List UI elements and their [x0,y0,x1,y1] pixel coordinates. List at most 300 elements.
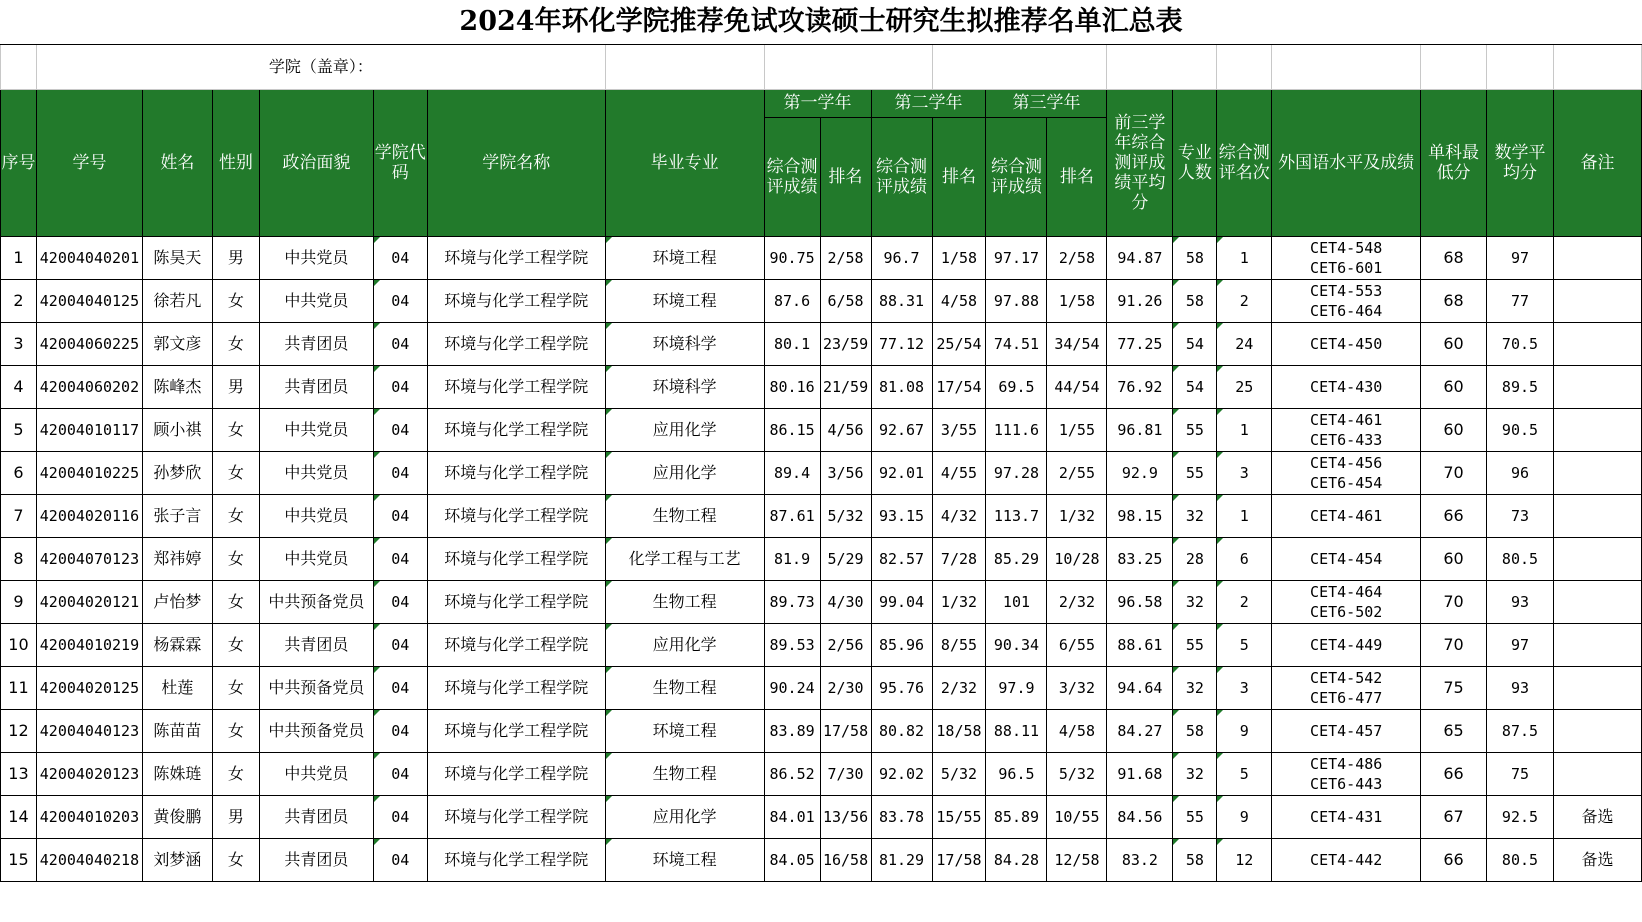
header-major: 毕业专业 [605,89,764,236]
cell-remark [1553,537,1641,580]
cell-student-id: 42004010203 [36,795,142,838]
cell-major-count: 32 [1173,494,1217,537]
cell-min-score: 60 [1421,365,1487,408]
cell-y2-rank: 17/54 [932,365,986,408]
cell-name: 杨霖霖 [142,623,212,666]
cell-college-name: 环境与化学工程学院 [427,322,605,365]
cell-y1-score: 89.73 [764,580,820,623]
cell-y2-rank: 17/58 [932,838,986,881]
cell-political-status: 中共党员 [259,451,373,494]
cell-language [1272,451,1421,494]
cell-major-count: 54 [1173,365,1217,408]
cell-college-name: 环境与化学工程学院 [427,451,605,494]
header-three-year-average: 前三学年综合测评成绩平均分 [1107,89,1173,236]
header-y3-score: 综合测评成绩 [986,117,1047,236]
cell-political-status: 中共预备党员 [259,580,373,623]
cet4-score: CET4-548 [1310,238,1383,257]
cell-gender: 女 [212,537,259,580]
cell-math-average: 96 [1487,451,1554,494]
cell-seq: 1 [1,236,37,279]
cell-student-id: 42004040125 [36,279,142,322]
cell-y2-score: 88.31 [871,279,932,322]
cell-student-id: 42004020123 [36,752,142,795]
cell-overall-rank: 1 [1217,494,1272,537]
cell-college-name: 环境与化学工程学院 [427,279,605,322]
cell-three-year-average: 88.61 [1107,623,1173,666]
cell-y3-rank: 10/28 [1047,537,1107,580]
cell-math-average: 97 [1487,236,1554,279]
header-year3: 第三学年 [986,89,1107,117]
cell-major: 生物工程 [605,666,764,709]
cell-min-score: 67 [1421,795,1487,838]
cell-math-average: 73 [1487,494,1554,537]
cell-major-count: 55 [1173,451,1217,494]
cell-major-count: 28 [1173,537,1217,580]
cell-three-year-average: 91.68 [1107,752,1173,795]
cell-y3-rank: 1/58 [1047,279,1107,322]
cell-seq: 12 [1,709,37,752]
cell-college-name: 环境与化学工程学院 [427,795,605,838]
cell-y2-score: 99.04 [871,580,932,623]
cell-y1-rank: 17/58 [820,709,871,752]
cell-y1-score: 84.05 [764,838,820,881]
cell-college-code: 04 [373,408,427,451]
table-row [1,408,1642,451]
cell-name: 陈峰杰 [142,365,212,408]
cell-y1-score: 90.75 [764,236,820,279]
cell-y1-rank: 4/56 [820,408,871,451]
table-row [1,709,1642,752]
cell-political-status: 中共党员 [259,494,373,537]
cell-y3-rank: 2/58 [1047,236,1107,279]
cell-major: 环境工程 [605,279,764,322]
cell-gender: 女 [212,666,259,709]
cell-y3-score: 111.6 [986,408,1047,451]
cet4-score: CET4-450 [1310,334,1383,353]
header-math-average: 数学平均分 [1487,89,1554,236]
cell-gender: 女 [212,279,259,322]
cell-math-average: 97 [1487,623,1554,666]
cell-overall-rank: 5 [1217,623,1272,666]
cet4-score: CET4-430 [1310,377,1383,396]
cell-political-status: 共青团员 [259,795,373,838]
info-cell [1272,44,1421,89]
cell-name: 刘梦涵 [142,838,212,881]
cell-math-average: 89.5 [1487,365,1554,408]
cell-remark [1553,709,1641,752]
cell-college-code: 04 [373,451,427,494]
cell-college-code: 04 [373,279,427,322]
cell-language [1272,408,1421,451]
cell-name: 顾小祺 [142,408,212,451]
cell-language [1272,623,1421,666]
cell-min-score: 66 [1421,838,1487,881]
cell-y3-score: 69.5 [986,365,1047,408]
table-row [1,494,1642,537]
cell-y2-score: 95.76 [871,666,932,709]
cell-y2-rank: 3/55 [932,408,986,451]
cet4-score: CET4-486 [1310,754,1383,773]
cell-y2-rank: 8/55 [932,623,986,666]
cell-college-code: 04 [373,838,427,881]
cell-gender: 男 [212,795,259,838]
cell-language [1272,279,1421,322]
cell-math-average: 80.5 [1487,537,1554,580]
cell-three-year-average: 94.87 [1107,236,1173,279]
cell-y1-score: 87.61 [764,494,820,537]
cell-y2-rank: 4/55 [932,451,986,494]
cell-remark: 备选 [1553,795,1641,838]
cell-y1-score: 86.52 [764,752,820,795]
cell-major: 应用化学 [605,623,764,666]
cell-gender: 女 [212,408,259,451]
cell-y3-score: 90.34 [986,623,1047,666]
cell-college-name: 环境与化学工程学院 [427,365,605,408]
table-row [1,365,1642,408]
header-college-code: 学院代码 [373,89,427,236]
cell-student-id: 42004010225 [36,451,142,494]
cet6-score: CET6-601 [1310,258,1383,277]
cell-college-code: 04 [373,537,427,580]
cell-major-count: 32 [1173,580,1217,623]
cell-name: 郑祎婷 [142,537,212,580]
cell-seq: 4 [1,365,37,408]
cell-y3-score: 85.29 [986,537,1047,580]
cell-y1-rank: 5/32 [820,494,871,537]
info-cell [932,44,1107,89]
cell-y1-score: 80.16 [764,365,820,408]
cell-name: 杜莲 [142,666,212,709]
cell-y3-score: 74.51 [986,322,1047,365]
cell-name: 孙梦欣 [142,451,212,494]
cell-y2-rank: 25/54 [932,322,986,365]
cell-y3-rank: 10/55 [1047,795,1107,838]
cell-y3-rank: 12/58 [1047,838,1107,881]
cell-major-count: 55 [1173,408,1217,451]
college-seal-label: 学院（盖章）： [36,44,605,89]
cell-seq: 11 [1,666,37,709]
cet6-score: CET6-464 [1310,301,1383,320]
cell-language [1272,322,1421,365]
cell-student-id: 42004060225 [36,322,142,365]
cell-remark [1553,279,1641,322]
cell-y1-rank: 21/59 [820,365,871,408]
cell-student-id: 42004020116 [36,494,142,537]
cell-min-score: 60 [1421,537,1487,580]
cell-y2-score: 82.57 [871,537,932,580]
cell-y2-rank: 15/55 [932,795,986,838]
cell-three-year-average: 91.26 [1107,279,1173,322]
header-overall-rank: 综合测评名次 [1217,89,1272,236]
cell-political-status: 中共党员 [259,537,373,580]
cell-math-average: 93 [1487,666,1554,709]
cell-y3-score: 113.7 [986,494,1047,537]
cell-student-id: 42004020125 [36,666,142,709]
cell-language [1272,752,1421,795]
info-cell [1553,44,1641,89]
cell-language [1272,580,1421,623]
info-cell [605,44,764,89]
cell-student-id: 42004020121 [36,580,142,623]
cell-gender: 女 [212,322,259,365]
table-row [1,666,1642,709]
cell-three-year-average: 94.64 [1107,666,1173,709]
cet4-score: CET4-542 [1310,668,1383,687]
cell-remark [1553,623,1641,666]
cell-y3-score: 88.11 [986,709,1047,752]
cell-language [1272,709,1421,752]
cell-major: 环境工程 [605,709,764,752]
cell-remark [1553,752,1641,795]
cell-y3-rank: 34/54 [1047,322,1107,365]
cell-y1-rank: 23/59 [820,322,871,365]
cell-remark [1553,408,1641,451]
cell-language [1272,666,1421,709]
cell-y2-score: 92.01 [871,451,932,494]
table-row [1,752,1642,795]
cet4-score: CET4-442 [1310,850,1383,869]
header-political-status: 政治面貌 [259,89,373,236]
cell-gender: 女 [212,709,259,752]
cell-y1-rank: 2/30 [820,666,871,709]
cell-major: 生物工程 [605,752,764,795]
cell-overall-rank: 3 [1217,666,1272,709]
cet4-score: CET4-553 [1310,281,1383,300]
cet4-score: CET4-461 [1310,506,1383,525]
table-row [1,795,1642,838]
cell-remark [1553,365,1641,408]
cell-overall-rank: 9 [1217,795,1272,838]
page-title: 2024年环化学院推荐免试攻读硕士研究生拟推荐名单汇总表 [1,0,1642,44]
cell-remark [1553,451,1641,494]
cell-min-score: 68 [1421,279,1487,322]
cell-college-code: 04 [373,322,427,365]
table-row [1,838,1642,881]
cell-y3-score: 96.5 [986,752,1047,795]
cet6-score: CET6-502 [1310,602,1383,621]
cell-math-average: 80.5 [1487,838,1554,881]
cell-political-status: 中共党员 [259,752,373,795]
cell-name: 张子言 [142,494,212,537]
info-cell [1,44,37,89]
cell-college-name: 环境与化学工程学院 [427,838,605,881]
cell-math-average: 93 [1487,580,1554,623]
cell-y1-rank: 5/29 [820,537,871,580]
cell-y3-rank: 2/32 [1047,580,1107,623]
cell-min-score: 70 [1421,580,1487,623]
cell-college-code: 04 [373,494,427,537]
cell-student-id: 42004010219 [36,623,142,666]
cell-seq: 13 [1,752,37,795]
info-cell [1487,44,1554,89]
info-cell [1217,44,1272,89]
cell-college-name: 环境与化学工程学院 [427,666,605,709]
cell-y2-rank: 2/32 [932,666,986,709]
cell-gender: 女 [212,838,259,881]
cell-major-count: 55 [1173,623,1217,666]
header-year2: 第二学年 [871,89,986,117]
cell-political-status: 中共预备党员 [259,666,373,709]
cell-major-count: 58 [1173,838,1217,881]
cell-y3-rank: 6/55 [1047,623,1107,666]
cell-political-status: 共青团员 [259,322,373,365]
cell-political-status: 共青团员 [259,623,373,666]
table-row [1,322,1642,365]
cell-seq: 15 [1,838,37,881]
cell-y1-score: 80.1 [764,322,820,365]
cell-y1-rank: 13/56 [820,795,871,838]
table-row [1,451,1642,494]
cell-language [1272,838,1421,881]
header-language: 外国语水平及成绩 [1272,89,1421,236]
cell-overall-rank: 1 [1217,236,1272,279]
cell-y3-rank: 1/55 [1047,408,1107,451]
cell-student-id: 42004070123 [36,537,142,580]
cell-overall-rank: 6 [1217,537,1272,580]
cell-math-average: 75 [1487,752,1554,795]
cell-math-average: 70.5 [1487,322,1554,365]
cell-college-code: 04 [373,365,427,408]
cell-min-score: 75 [1421,666,1487,709]
cell-overall-rank: 2 [1217,580,1272,623]
cell-political-status: 中共党员 [259,236,373,279]
cell-political-status: 共青团员 [259,365,373,408]
cell-math-average: 90.5 [1487,408,1554,451]
cell-name: 黄俊鹏 [142,795,212,838]
cell-y1-rank: 2/56 [820,623,871,666]
cell-language [1272,537,1421,580]
cell-student-id: 42004040201 [36,236,142,279]
cell-y2-rank: 1/58 [932,236,986,279]
cell-y1-score: 89.53 [764,623,820,666]
cell-math-average: 87.5 [1487,709,1554,752]
cell-y3-score: 97.9 [986,666,1047,709]
cell-college-code: 04 [373,236,427,279]
header-student-id: 学号 [36,89,142,236]
cet6-score: CET6-477 [1310,688,1383,707]
cell-y2-score: 92.67 [871,408,932,451]
cell-three-year-average: 83.25 [1107,537,1173,580]
cell-college-code: 04 [373,666,427,709]
cell-major: 化学工程与工艺 [605,537,764,580]
cell-college-name: 环境与化学工程学院 [427,494,605,537]
cell-seq: 10 [1,623,37,666]
cell-name: 卢怡梦 [142,580,212,623]
cell-three-year-average: 77.25 [1107,322,1173,365]
cell-language [1272,494,1421,537]
cell-math-average: 92.5 [1487,795,1554,838]
cell-college-code: 04 [373,623,427,666]
cell-name: 郭文彦 [142,322,212,365]
info-cell [764,44,932,89]
cell-y2-rank: 4/32 [932,494,986,537]
header-y1-score: 综合测评成绩 [764,117,820,236]
header-gender: 性别 [212,89,259,236]
header-remark: 备注 [1553,89,1641,236]
cell-name: 陈苗苗 [142,709,212,752]
header-min-score: 单科最低分 [1421,89,1487,236]
cell-y2-rank: 1/32 [932,580,986,623]
cell-remark [1553,580,1641,623]
cell-three-year-average: 84.56 [1107,795,1173,838]
cell-y2-rank: 4/58 [932,279,986,322]
header-major-count: 专业人数 [1173,89,1217,236]
cet4-score: CET4-461 [1310,410,1383,429]
cell-name: 陈昊天 [142,236,212,279]
table-row [1,279,1642,322]
cell-y3-rank: 2/55 [1047,451,1107,494]
cell-y1-rank: 4/30 [820,580,871,623]
header-name: 姓名 [142,89,212,236]
cell-political-status: 中共预备党员 [259,709,373,752]
cell-y2-rank: 7/28 [932,537,986,580]
cell-gender: 男 [212,365,259,408]
table-row [1,537,1642,580]
cell-three-year-average: 76.92 [1107,365,1173,408]
cell-gender: 男 [212,236,259,279]
cell-political-status: 共青团员 [259,838,373,881]
cell-remark [1553,236,1641,279]
cell-three-year-average: 96.58 [1107,580,1173,623]
cell-three-year-average: 98.15 [1107,494,1173,537]
header-y2-score: 综合测评成绩 [871,117,932,236]
cell-seq: 2 [1,279,37,322]
cell-y3-score: 101 [986,580,1047,623]
cell-political-status: 中共党员 [259,279,373,322]
cell-major-count: 55 [1173,795,1217,838]
cell-language [1272,236,1421,279]
cell-college-name: 环境与化学工程学院 [427,537,605,580]
cell-seq: 3 [1,322,37,365]
cet4-score: CET4-457 [1310,721,1383,740]
cell-three-year-average: 83.2 [1107,838,1173,881]
cell-overall-rank: 3 [1217,451,1272,494]
cell-y1-rank: 2/58 [820,236,871,279]
cell-y1-rank: 6/58 [820,279,871,322]
cell-college-name: 环境与化学工程学院 [427,623,605,666]
cell-overall-rank: 12 [1217,838,1272,881]
cell-overall-rank: 2 [1217,279,1272,322]
cell-name: 陈姝琏 [142,752,212,795]
cell-remark [1553,322,1641,365]
cet4-score: CET4-431 [1310,807,1383,826]
header-year1: 第一学年 [764,89,871,117]
cell-major: 应用化学 [605,408,764,451]
cell-y1-score: 90.24 [764,666,820,709]
header-college-name: 学院名称 [427,89,605,236]
cell-y2-score: 96.7 [871,236,932,279]
cell-overall-rank: 9 [1217,709,1272,752]
cell-major: 环境科学 [605,322,764,365]
cell-seq: 5 [1,408,37,451]
cell-gender: 女 [212,580,259,623]
cell-y3-rank: 5/32 [1047,752,1107,795]
cell-remark [1553,666,1641,709]
cell-y2-score: 80.82 [871,709,932,752]
cell-y3-rank: 44/54 [1047,365,1107,408]
cell-y1-score: 87.6 [764,279,820,322]
cell-major: 生物工程 [605,494,764,537]
cell-remark [1553,494,1641,537]
cell-gender: 女 [212,752,259,795]
cell-major: 应用化学 [605,451,764,494]
cell-overall-rank: 25 [1217,365,1272,408]
cell-college-name: 环境与化学工程学院 [427,580,605,623]
cell-student-id: 42004040123 [36,709,142,752]
cell-y1-score: 84.01 [764,795,820,838]
cell-y1-score: 86.15 [764,408,820,451]
cell-major: 应用化学 [605,795,764,838]
